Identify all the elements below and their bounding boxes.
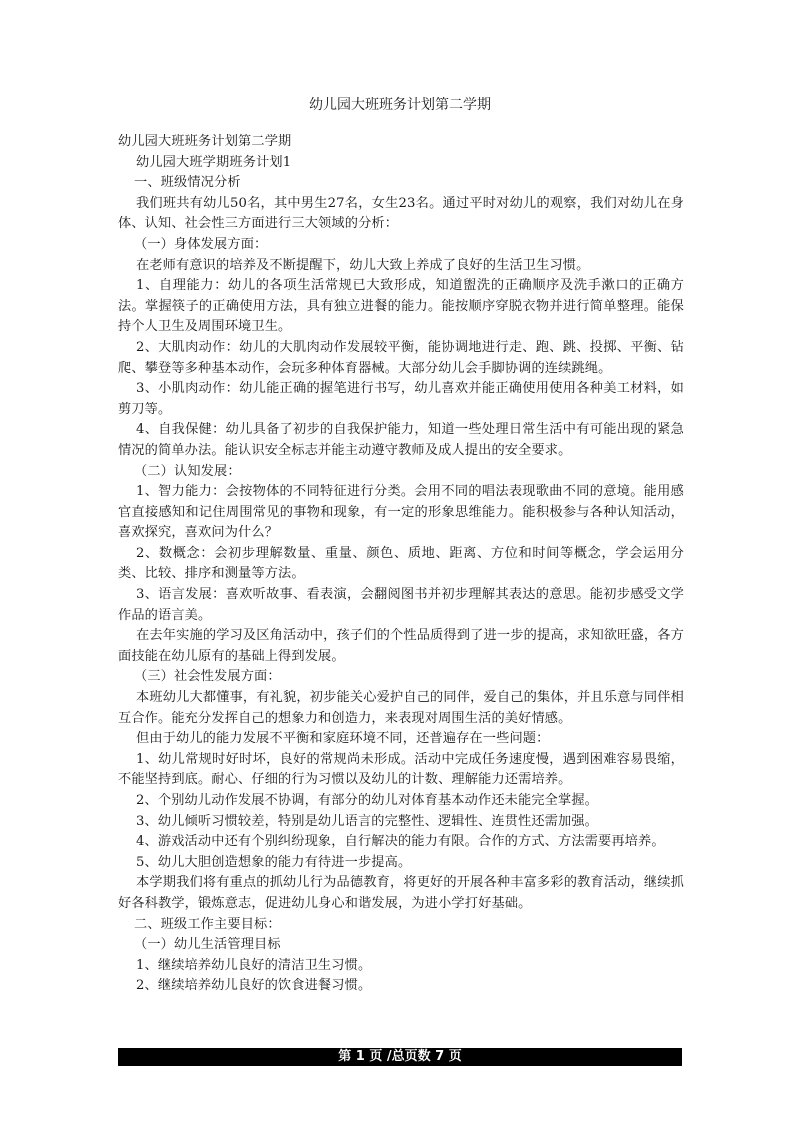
list-item: 2、继续培养幼儿良好的饮食进餐习惯。 bbox=[136, 978, 372, 994]
section-heading: 一、班级情况分析 bbox=[134, 175, 241, 191]
list-item: 1、幼儿常规时好时坏，良好的常规尚未形成。活动中完成任务速度慢，遇到困难容易畏缩，不能坚持到底。耐心、仔细的行为习惯以及幼儿的计数、理解能力还需培养。 bbox=[118, 751, 684, 788]
list-item: 4、游戏活动中还有个别纠纷现象，自行解决的能力有限。合作的方式、方法需要再培养。 bbox=[136, 834, 665, 850]
subsection-heading: （三）社会性发展方面： bbox=[134, 669, 281, 685]
paragraph: 我们班共有幼儿50名，其中男生27名，女生23名。通过平时对幼儿的观察，我们对幼儿在身体、认知、社会性三方面进行三大领域的分析： bbox=[118, 195, 684, 232]
subsection-heading: （一）身体发展方面： bbox=[134, 236, 268, 252]
paragraph-heading: 幼儿园大班班务计划第二学期 bbox=[118, 134, 292, 149]
paragraph-subheading: 幼儿园大班学期班务计划1 bbox=[136, 154, 292, 170]
page-footer: 第 1 页 /总页数 7 页 bbox=[118, 1048, 682, 1066]
paragraph: 本班幼儿大都懂事，有礼貌，初步能关心爱护自己的同伴，爱自己的集体，并且乐意与同伴相互合作。能充分发挥自己的想象力和创造力，来表现对周围生活的美好情感。 bbox=[118, 690, 684, 726]
paragraph: 本学期我们将有重点的抓幼儿行为品德教育，将更好的开展各种丰富多彩的教育活动，继续抓好各科教学，锻炼意志，促进幼儿身心和谐发展，为进小学打好基础。 bbox=[118, 875, 684, 911]
list-item: 2、大肌肉动作：幼儿的大肌肉动作发展较平衡，能协调地进行走、跑、跳、投掷、平衡、钻爬、攀登等多种基本动作，会玩多种体育器械。大部分幼儿会手脚协调的连续跳绳。 bbox=[118, 339, 684, 376]
paragraph: 在去年实施的学习及区角活动中，孩子们的个性品质得到了进一步的提高，求知欲旺盛，各方面技能在幼儿原有的基础上得到发展。 bbox=[118, 628, 684, 664]
paragraph: 但由于幼儿的能力发展不平衡和家庭环境不同，还普遍存在一些问题： bbox=[136, 731, 550, 747]
list-item: 4、自我保健：幼儿具备了初步的自我保护能力，知道一些处理日常生活中有可能出现的紧急情况的简单办法。能认识安全标志并能主动遵守教师及成人提出的安全要求。 bbox=[118, 422, 684, 458]
list-item: 1、智力能力：会按物体的不同特征进行分类。会用不同的唱法表现歌曲不同的意境。能用感官直接感知和记住周围常见的事物和现象，有一定的形象思维能力。能积极参与各种认知活动，喜欢探究，喜欢问为什么？ bbox=[118, 484, 684, 541]
page-title: 幼儿园大班班务计划第二学期 bbox=[309, 97, 491, 113]
list-item: 3、语言发展：喜欢听故事、看表演，会翻阅图书并初步理解其表达的意思。能初步感受文学作品的语言美。 bbox=[118, 587, 684, 623]
list-item: 5、幼儿大胆创造想象的能力有待进一步提高。 bbox=[136, 854, 412, 870]
list-item: 2、个别幼儿动作发展不协调，有部分的幼儿对体育基本动作还未能完全掌握。 bbox=[136, 793, 599, 808]
list-item: 1、继续培养幼儿良好的清洁卫生习惯。 bbox=[136, 957, 372, 973]
list-item: 3、小肌肉动作：幼儿能正确的握笔进行书写，幼儿喜欢并能正确使用使用各种美工材料，如剪刀等。 bbox=[118, 381, 684, 417]
list-item: 2、数概念：会初步理解数量、重量、颜色、质地、距离、方位和时间等概念，学会运用分类、比较、排序和测量等方法。 bbox=[118, 545, 684, 582]
paragraph: 在老师有意识的培养及不断提醒下，幼儿大致上养成了良好的生活卫生习惯。 bbox=[136, 257, 590, 273]
subsection-heading: （一）幼儿生活管理目标 bbox=[134, 937, 281, 953]
list-item: 3、幼儿倾听习惯较差，特别是幼儿语言的完整性、逻辑性、连贯性还需加强。 bbox=[136, 813, 599, 829]
subsection-heading: （二）认知发展： bbox=[134, 463, 241, 479]
section-heading: 二、班级工作主要目标： bbox=[134, 916, 281, 932]
document-body bbox=[118, 132, 684, 997]
list-item: 1、自理能力：幼儿的各项生活常规已大致形成，知道盥洗的正确顺序及洗手漱口的正确方法。掌握筷子的正确使用方法，具有独立进餐的能力。能按顺序穿脱衣物并进行简单整理。能保持个人卫生及周围环境卫生。 bbox=[118, 278, 684, 335]
